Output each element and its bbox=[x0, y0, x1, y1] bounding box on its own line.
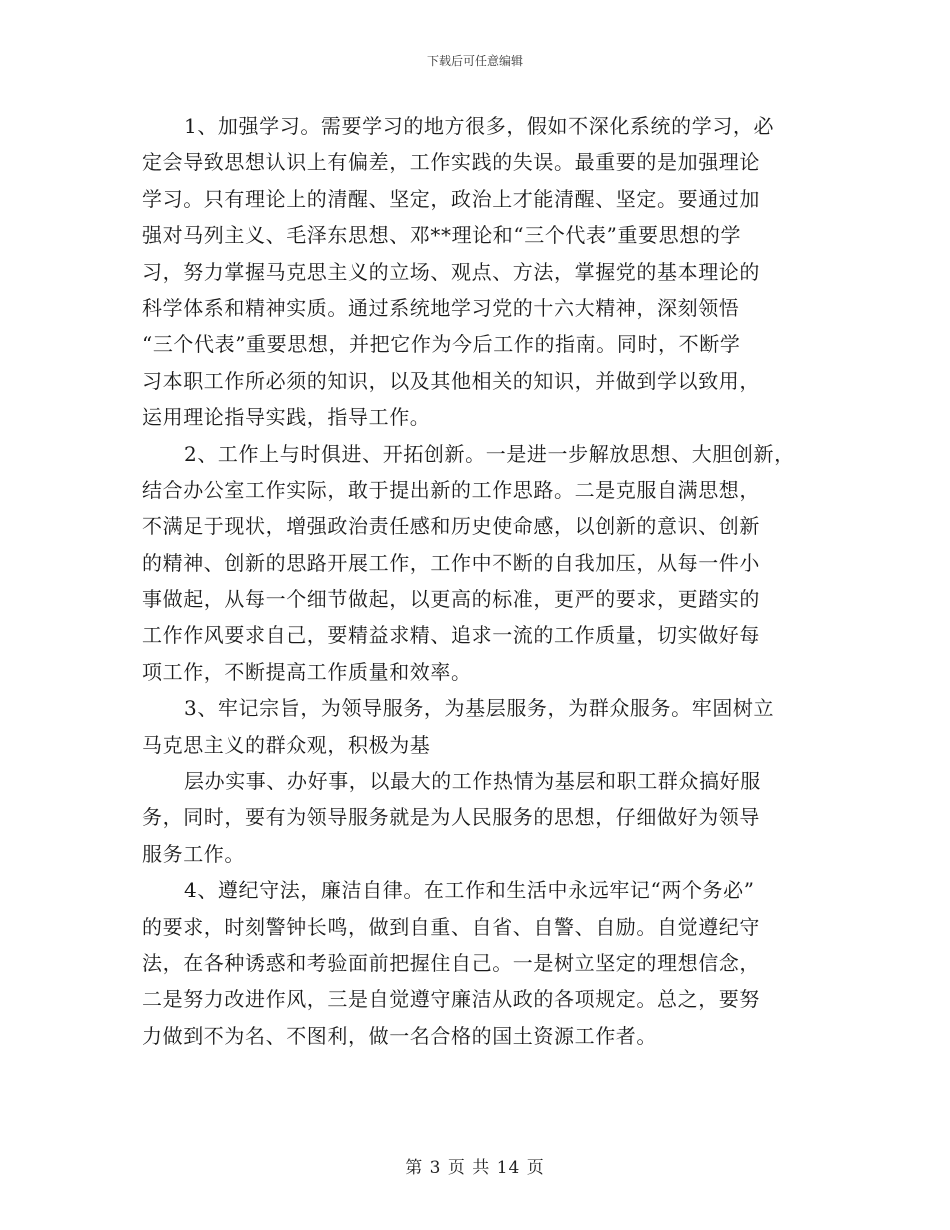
text-line: 工作作风要求自己，要精益求精、追求一流的工作质量，切实做好每 bbox=[142, 623, 760, 648]
text-line: 3、牢记宗旨，为领导服务，为基层服务，为群众服务。牢固树立 bbox=[184, 696, 775, 721]
text-line: 法，在各种诱惑和考验面前把握住自己。一是树立坚定的理想信念， bbox=[142, 950, 760, 975]
text-line: 力做到不为名、不图利，做一名合格的国土资源工作者。 bbox=[142, 1023, 657, 1048]
text-line: 层办实事、办好事，以最大的工作热情为基层和职工群众搞好服 bbox=[184, 769, 761, 794]
text-line: 运用理论指导实践，指导工作。 bbox=[142, 405, 431, 430]
page-footer: 第 3 页 共 14 页 bbox=[405, 1158, 545, 1178]
text-line: 学习。只有理论上的清醒、坚定，政治上才能清醒、坚定。要通过加 bbox=[142, 186, 760, 211]
text-line: 4、遵纪守法，廉洁自律。在工作和生活中永远牢记“两个务必” bbox=[184, 878, 755, 903]
text-line: 1、加强学习。需要学习的地方很多，假如不深化系统的学习，必 bbox=[184, 114, 775, 138]
text-line: “三个代表”重要思想，并把它作为今后工作的指南。同时，不断学 bbox=[142, 332, 741, 357]
text-line: 的精神、创新的思路开展工作，工作中不断的自我加压，从每一件小 bbox=[142, 550, 760, 575]
document-body bbox=[142, 108, 822, 1054]
text-line: 习，努力掌握马克思主义的立场、观点、方法，掌握党的基本理论的 bbox=[142, 259, 760, 284]
text-line: 习本职工作所必须的知识，以及其他相关的知识，并做到学以致用， bbox=[142, 368, 760, 393]
text-line: 不满足于现状，增强政治责任感和历史使命感，以创新的意识、创新 bbox=[142, 514, 760, 539]
text-line: 结合办公室工作实际，敢于提出新的工作思路。二是克服自满思想， bbox=[142, 477, 760, 502]
text-line: 项工作，不断提高工作质量和效率。 bbox=[142, 659, 472, 684]
text-line: 2、工作上与时俱进、开拓创新。一是进一步解放思想、大胆创新， bbox=[184, 441, 795, 466]
text-line: 事做起，从每一个细节做起，以更高的标准，更严的要求，更踏实的 bbox=[142, 587, 760, 612]
text-line: 强对马列主义、毛泽东思想、邓**理论和“三个代表”重要思想的学 bbox=[142, 223, 742, 248]
text-line: 务，同时，要有为领导服务就是为人民服务的思想，仔细做好为领导 bbox=[142, 805, 760, 830]
text-line: 服务工作。 bbox=[142, 841, 245, 866]
text-line: 科学体系和精神实质。通过系统地学习党的十六大精神，深刻领悟 bbox=[142, 295, 740, 320]
text-line: 的要求，时刻警钟长鸣，做到自重、自省、自警、自励。自觉遵纪守 bbox=[142, 914, 760, 939]
text-line: 马克思主义的群众观，积极为基 bbox=[142, 732, 431, 757]
text-line: 定会导致思想认识上有偏差，工作实践的失误。最重要的是加强理论 bbox=[142, 150, 760, 175]
text-line: 二是努力改进作风，三是自觉遵守廉洁从政的各项规定。总之，要努 bbox=[142, 987, 760, 1012]
page-header: 下载后可任意编辑 bbox=[426, 54, 523, 68]
